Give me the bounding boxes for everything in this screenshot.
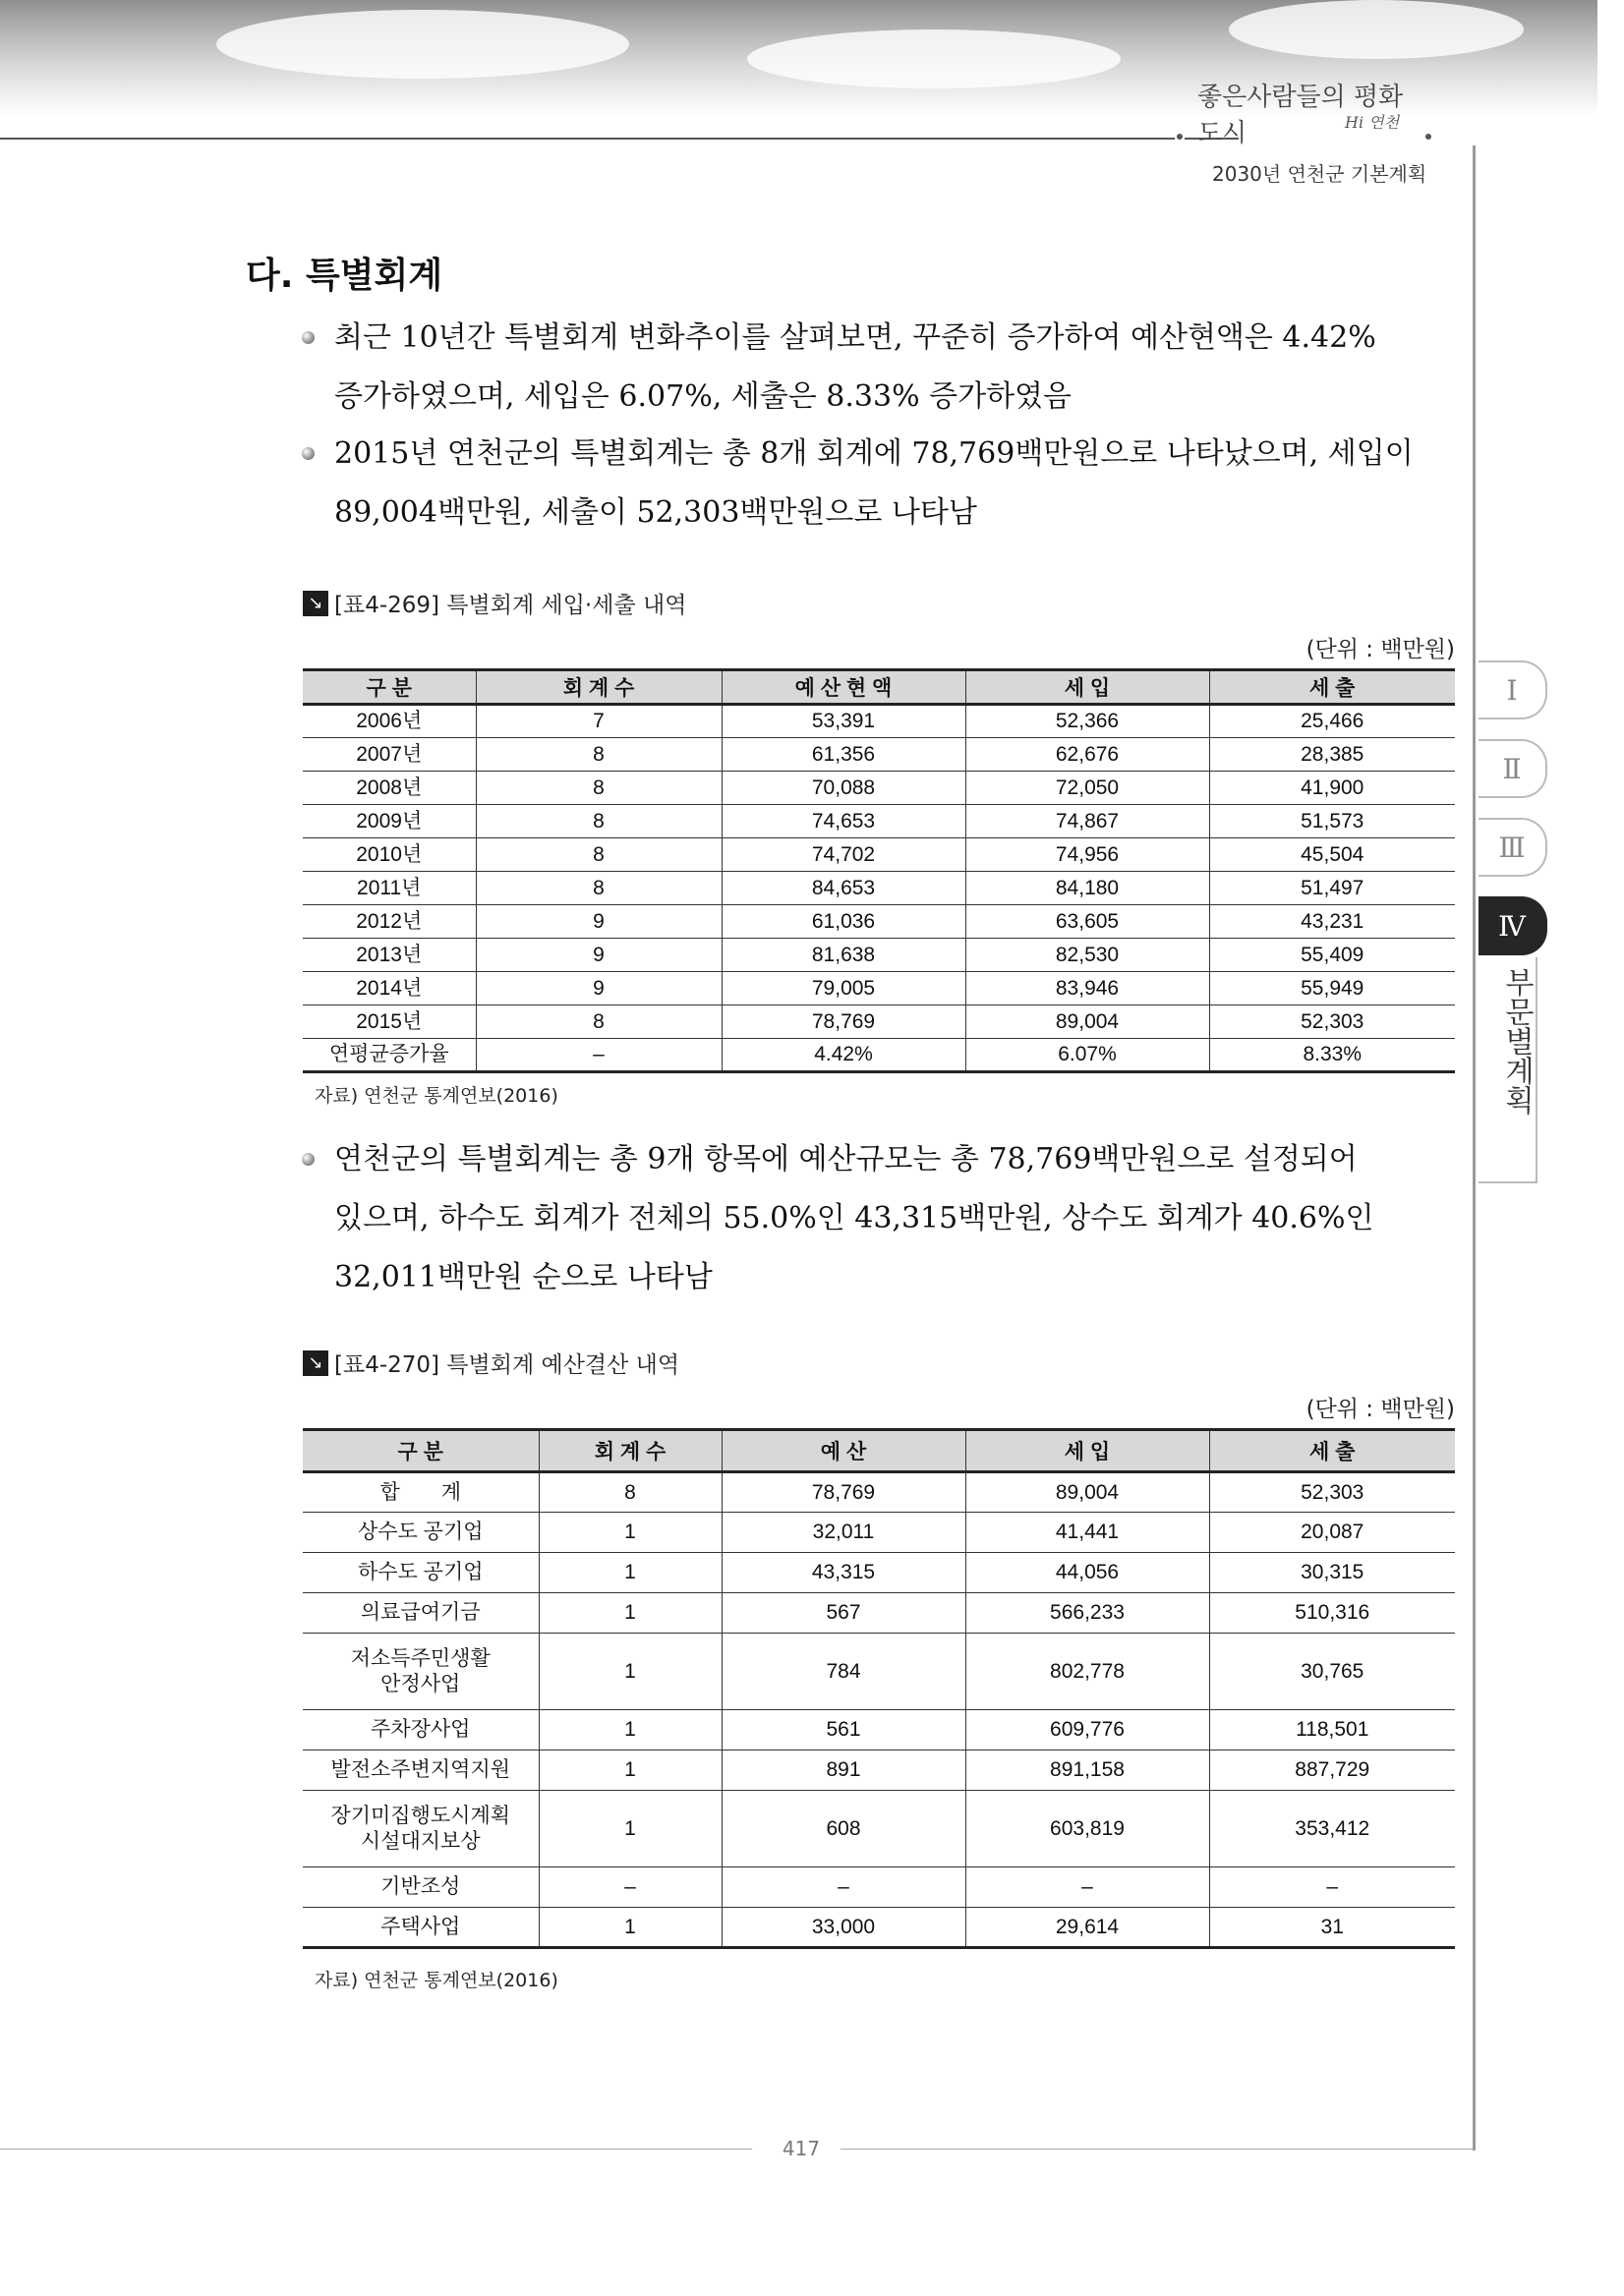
value-cell: 44,056 [965, 1553, 1209, 1593]
value-cell: 891,158 [965, 1751, 1209, 1791]
cloud-shape [1229, 0, 1524, 59]
value-cell: 8 [476, 872, 722, 905]
paragraph-line: 32,011백만원 순으로 나타남 [334, 1260, 713, 1294]
column-header: 세 입 [965, 1430, 1209, 1472]
value-cell: 8 [476, 1005, 722, 1039]
value-cell: 32,011 [722, 1513, 965, 1553]
table-row [303, 1039, 1455, 1072]
value-cell: 30,765 [1209, 1634, 1455, 1710]
chapter-caption-text: 부문별계획 [1499, 967, 1534, 1115]
table-row [303, 1908, 1455, 1948]
value-cell: 33,000 [722, 1908, 965, 1948]
value-cell: 802,778 [965, 1634, 1209, 1710]
row-label-cell: 2014년 [303, 972, 476, 1005]
row-label-cell: 연평균증가율 [303, 1039, 476, 1072]
value-cell: 9 [476, 972, 722, 1005]
value-cell: 891 [722, 1751, 965, 1791]
document-subtitle: 2030년 연천군 기본계획 [1212, 162, 1427, 186]
row-label-cell: 2008년 [303, 772, 476, 805]
value-cell: 63,605 [965, 905, 1209, 939]
city-logo [1197, 77, 1423, 155]
row-label-cell: 2009년 [303, 805, 476, 838]
table-row [303, 805, 1455, 838]
value-cell: 61,356 [722, 738, 965, 772]
row-label-cell: 2011년 [303, 872, 476, 905]
bullet-icon [302, 447, 315, 460]
logo-main-text: 좋은사람들의 평화도시 [1197, 83, 1404, 148]
table-row [303, 1472, 1455, 1513]
value-cell: 52,366 [965, 705, 1209, 738]
row-label-cell: 2010년 [303, 838, 476, 872]
table-row [303, 1513, 1455, 1553]
bullet-paragraph [305, 1130, 1373, 1307]
arrow-down-right-icon: ↘ [303, 1350, 328, 1376]
value-cell: 1 [539, 1791, 722, 1867]
value-cell: 78,769 [722, 1472, 965, 1513]
row-label-cell: 2012년 [303, 905, 476, 939]
value-cell: 1 [539, 1553, 722, 1593]
column-header: 세 입 [965, 670, 1209, 705]
table-row [303, 1867, 1455, 1908]
paragraph-line: 2015년 연천군의 특별회계는 총 8개 회계에 78,769백만원으로 나타났으며, 세입이 [334, 436, 1414, 471]
table-unit-label: (단위 : 백만원) [1305, 637, 1455, 662]
value-cell: 74,702 [722, 838, 965, 872]
row-label-cell: 기반조성 [303, 1867, 539, 1908]
chapter-tab-label: Ⅲ [1498, 831, 1526, 864]
value-cell: 79,005 [722, 972, 965, 1005]
value-cell: 52,303 [1209, 1005, 1455, 1039]
row-label-cell: 주차장사업 [303, 1710, 539, 1751]
row-label-cell: 2006년 [303, 705, 476, 738]
value-cell: 1 [539, 1908, 722, 1948]
column-header: 회 계 수 [539, 1430, 722, 1472]
table-caption-text: [표4-269] 특별회계 세입·세출 내역 [334, 593, 687, 618]
value-cell: 9 [476, 939, 722, 972]
table-caption-text: [표4-270] 특별회계 예산결산 내역 [334, 1352, 680, 1378]
row-label-cell: 합 계 [303, 1472, 539, 1513]
value-cell: 74,867 [965, 805, 1209, 838]
value-cell: 52,303 [1209, 1472, 1455, 1513]
cloud-shape [747, 29, 1121, 88]
value-cell: 1 [539, 1634, 722, 1710]
table-caption [303, 1347, 679, 1379]
value-cell: 74,956 [965, 838, 1209, 872]
value-cell: 89,004 [965, 1472, 1209, 1513]
table-header-row [303, 1430, 1455, 1472]
table-header-row [303, 670, 1455, 705]
value-cell: 51,497 [1209, 872, 1455, 905]
value-cell: 1 [539, 1710, 722, 1751]
row-label-cell: 발전소주변지역지원 [303, 1751, 539, 1791]
value-cell: 608 [722, 1791, 965, 1867]
table-row [303, 872, 1455, 905]
header-rule-dot [1425, 134, 1431, 140]
chapter-tab-1[interactable] [1479, 660, 1547, 719]
chapter-tab-4-active[interactable] [1479, 896, 1547, 955]
paragraph-line: 있으며, 하수도 회계가 전체의 55.0%인 43,315백만원, 상수도 회계가 40.6%인 [334, 1201, 1374, 1235]
value-cell: 53,391 [722, 705, 965, 738]
page-right-border [1473, 145, 1476, 2151]
table-row [303, 1751, 1455, 1791]
table-row [303, 1634, 1455, 1710]
table-row [303, 838, 1455, 872]
row-label-cell: 저소득주민생활 안정사업 [303, 1634, 539, 1710]
value-cell: – [965, 1867, 1209, 1908]
value-cell: 43,315 [722, 1553, 965, 1593]
value-cell: 51,573 [1209, 805, 1455, 838]
column-header: 예 산 [722, 1430, 965, 1472]
table-row [303, 1791, 1455, 1867]
value-cell: 566,233 [965, 1593, 1209, 1634]
footer-rule [0, 2149, 752, 2150]
table-row [303, 1005, 1455, 1039]
value-cell: 70,088 [722, 772, 965, 805]
section-title: 다. 특별회계 [246, 256, 443, 296]
value-cell: – [539, 1867, 722, 1908]
value-cell: 8.33% [1209, 1039, 1455, 1072]
table-row [303, 738, 1455, 772]
table-row [303, 705, 1455, 738]
table-row [303, 972, 1455, 1005]
value-cell: 41,900 [1209, 772, 1455, 805]
value-cell: 25,466 [1209, 705, 1455, 738]
table-row [303, 905, 1455, 939]
chapter-caption-box [1479, 957, 1537, 1183]
value-cell: 1 [539, 1513, 722, 1553]
table-row [303, 1553, 1455, 1593]
value-cell: 72,050 [965, 772, 1209, 805]
value-cell: 887,729 [1209, 1751, 1455, 1791]
value-cell: 561 [722, 1710, 965, 1751]
value-cell: 81,638 [722, 939, 965, 972]
bullet-icon [302, 331, 315, 344]
value-cell: 7 [476, 705, 722, 738]
row-label-cell: 의료급여기금 [303, 1593, 539, 1634]
value-cell: 1 [539, 1593, 722, 1634]
value-cell: 43,231 [1209, 905, 1455, 939]
chapter-tab-3[interactable] [1479, 818, 1547, 877]
chapter-tab-label: Ⅱ [1502, 752, 1522, 785]
value-cell: – [476, 1039, 722, 1072]
row-label-cell: 2013년 [303, 939, 476, 972]
value-cell: 6.07% [965, 1039, 1209, 1072]
value-cell: 78,769 [722, 1005, 965, 1039]
value-cell: 62,676 [965, 738, 1209, 772]
value-cell: 30,315 [1209, 1553, 1455, 1593]
value-cell: 9 [476, 905, 722, 939]
header-rule-dot [1177, 134, 1183, 140]
table-row [303, 939, 1455, 972]
row-label-cell: 2007년 [303, 738, 476, 772]
row-label-cell: 장기미집행도시계획 시설대지보상 [303, 1791, 539, 1867]
value-cell: 8 [476, 838, 722, 872]
column-header: 세 출 [1209, 670, 1455, 705]
value-cell: 20,087 [1209, 1513, 1455, 1553]
value-cell: – [722, 1867, 965, 1908]
logo-hi-text: Hi 연천 [1345, 113, 1400, 132]
special-account-budget-settlement-table [303, 1428, 1455, 1949]
table-row [303, 1710, 1455, 1751]
row-label-cell: 상수도 공기업 [303, 1513, 539, 1553]
footer-rule [841, 2149, 1475, 2150]
row-label-cell: 하수도 공기업 [303, 1553, 539, 1593]
value-cell: 74,653 [722, 805, 965, 838]
value-cell: 603,819 [965, 1791, 1209, 1867]
value-cell: 41,441 [965, 1513, 1209, 1553]
paragraph-line: 최근 10년간 특별회계 변화추이를 살펴보면, 꾸준히 증가하여 예산현액은 4.42% [334, 320, 1376, 355]
value-cell: 84,180 [965, 872, 1209, 905]
value-cell: 353,412 [1209, 1791, 1455, 1867]
value-cell: 55,949 [1209, 972, 1455, 1005]
column-header: 구 분 [303, 670, 476, 705]
value-cell: 83,946 [965, 972, 1209, 1005]
row-label-cell: 주택사업 [303, 1908, 539, 1948]
cloud-shape [216, 10, 629, 79]
paragraph-line: 증가하였으며, 세입은 6.07%, 세출은 8.33% 증가하였음 [334, 379, 1073, 414]
value-cell: 4.42% [722, 1039, 965, 1072]
column-header: 예 산 현 액 [722, 670, 965, 705]
table-row [303, 1593, 1455, 1634]
table-source-note: 자료) 연천군 통계연보(2016) [315, 1970, 558, 1991]
table-row [303, 772, 1455, 805]
column-header: 회 계 수 [476, 670, 722, 705]
header-rule [0, 138, 1175, 140]
value-cell: 45,504 [1209, 838, 1455, 872]
value-cell: 8 [476, 772, 722, 805]
table-source-note: 자료) 연천군 통계연보(2016) [315, 1085, 558, 1107]
value-cell: 61,036 [722, 905, 965, 939]
chapter-tab-label: Ⅳ [1498, 909, 1526, 943]
value-cell: 89,004 [965, 1005, 1209, 1039]
value-cell: 8 [476, 738, 722, 772]
value-cell: 1 [539, 1751, 722, 1791]
value-cell: 118,501 [1209, 1710, 1455, 1751]
page-number: 417 [782, 2137, 821, 2160]
value-cell: – [1209, 1867, 1455, 1908]
column-header: 세 출 [1209, 1430, 1455, 1472]
chapter-tab-2[interactable] [1479, 739, 1547, 798]
value-cell: 84,653 [722, 872, 965, 905]
value-cell: 784 [722, 1634, 965, 1710]
paragraph-line: 연천군의 특별회계는 총 9개 항목에 예산규모는 총 78,769백만원으로 설정되어 [334, 1142, 1358, 1177]
value-cell: 510,316 [1209, 1593, 1455, 1634]
value-cell: 28,385 [1209, 738, 1455, 772]
value-cell: 8 [539, 1472, 722, 1513]
bullet-paragraph [305, 425, 1414, 543]
value-cell: 29,614 [965, 1908, 1209, 1948]
table-caption [303, 587, 686, 619]
bullet-icon [302, 1153, 315, 1166]
value-cell: 55,409 [1209, 939, 1455, 972]
table-unit-label: (단위 : 백만원) [1305, 1397, 1455, 1422]
column-header: 구 분 [303, 1430, 539, 1472]
bullet-paragraph [305, 309, 1376, 427]
value-cell: 82,530 [965, 939, 1209, 972]
chapter-tab-label: Ⅰ [1506, 673, 1518, 707]
value-cell: 567 [722, 1593, 965, 1634]
value-cell: 31 [1209, 1908, 1455, 1948]
value-cell: 8 [476, 805, 722, 838]
special-account-income-expense-table [303, 668, 1455, 1073]
value-cell: 609,776 [965, 1710, 1209, 1751]
row-label-cell: 2015년 [303, 1005, 476, 1039]
arrow-down-right-icon: ↘ [303, 591, 328, 616]
paragraph-line: 89,004백만원, 세출이 52,303백만원으로 나타남 [334, 495, 977, 530]
